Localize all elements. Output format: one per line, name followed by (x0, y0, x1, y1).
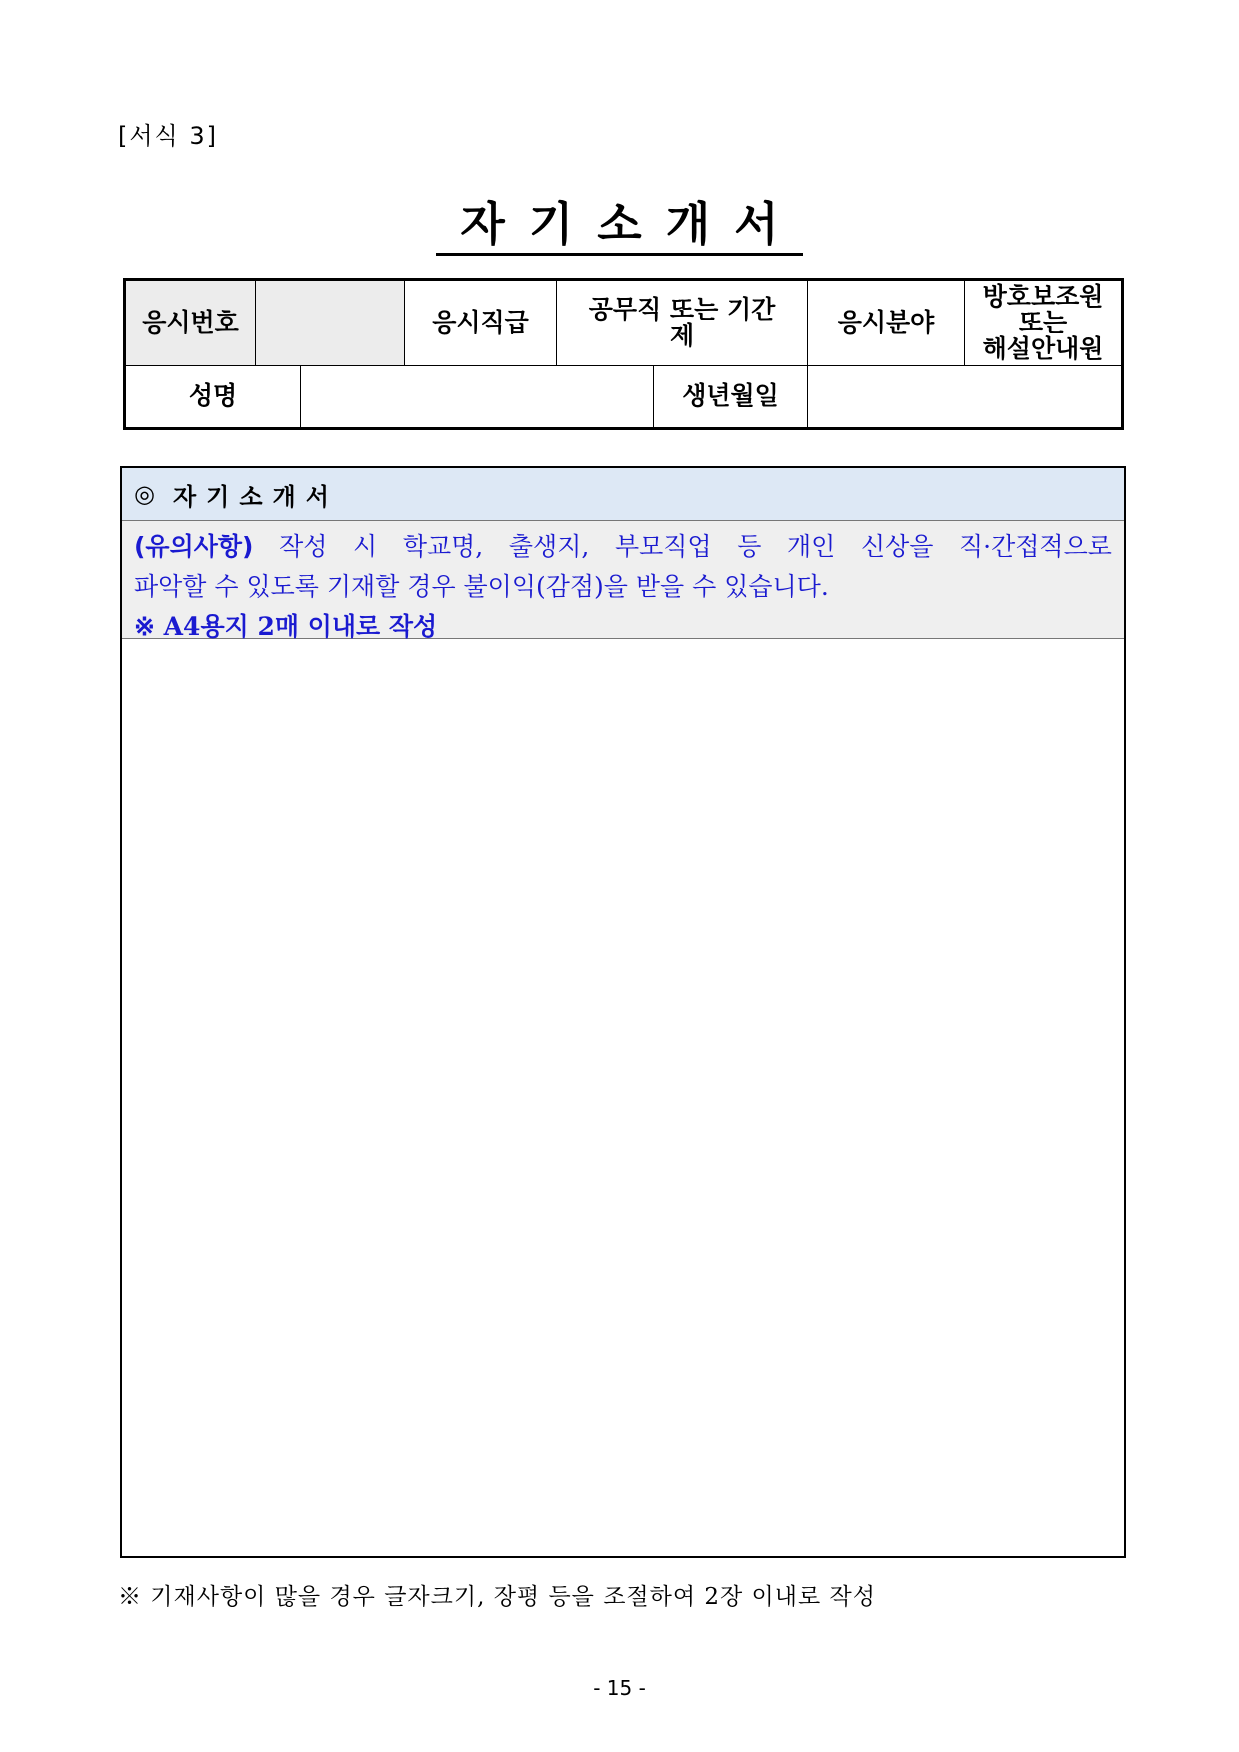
self-introduction-header (122, 468, 1124, 521)
birth-field[interactable] (808, 366, 1123, 429)
field-value-line: 방호보조원 (982, 281, 1104, 311)
field-value-line: 또는 (1018, 307, 1068, 337)
name-label: 성명 (125, 366, 301, 429)
notice-line-1 (134, 527, 1112, 567)
applicant-info-table (123, 278, 1124, 430)
footer-note: ※ 기재사항이 많을 경우 글자크기, 장평 등을 조절하여 2장 이내로 작성 (118, 1584, 876, 1610)
notice-line-2: 파악할 수 있도록 기재할 경우 불이익(감점)을 받을 수 있습니다. (134, 572, 829, 601)
notice-word: 학교명, (402, 532, 484, 561)
field-value-line: 해설안내원 (982, 334, 1104, 364)
notice-word: 개인 (786, 532, 836, 561)
form-code: [서식 3] (118, 122, 218, 150)
field-label: 응시분야 (808, 280, 965, 366)
birth-label: 생년월일 (654, 366, 808, 429)
notice-section (122, 521, 1124, 639)
document-title: 자기소개서 (436, 197, 802, 256)
notice-word: 부모직업 (614, 532, 712, 561)
position-value: 공무직 또는 기간제 (557, 280, 808, 366)
self-introduction-input-area[interactable] (122, 639, 1124, 1557)
notice-word: 직·간접적으로 (959, 532, 1112, 561)
document-title-wrap (0, 188, 1239, 254)
notice-word: 출생지, (508, 532, 590, 561)
self-introduction-box (120, 466, 1126, 1558)
self-introduction-heading: 자기소개서 (172, 482, 339, 511)
notice-word: 작성 (279, 532, 328, 561)
exam-number-label: 응시번호 (125, 280, 256, 366)
field-value (965, 280, 1123, 366)
exam-number-field[interactable] (256, 280, 405, 366)
double-circle-icon: ◎ (134, 480, 155, 508)
page-number: - 15 - (593, 1676, 646, 1700)
notice-word: 신상을 (860, 532, 934, 561)
notice-line-3: ※ A4용지 2매 이내로 작성 (134, 612, 438, 641)
notice-label: (유의사항) (134, 532, 254, 561)
position-label: 응시직급 (405, 280, 557, 366)
notice-word: 등 (737, 532, 762, 561)
name-field[interactable] (301, 366, 654, 429)
notice-word: 시 (353, 532, 378, 561)
